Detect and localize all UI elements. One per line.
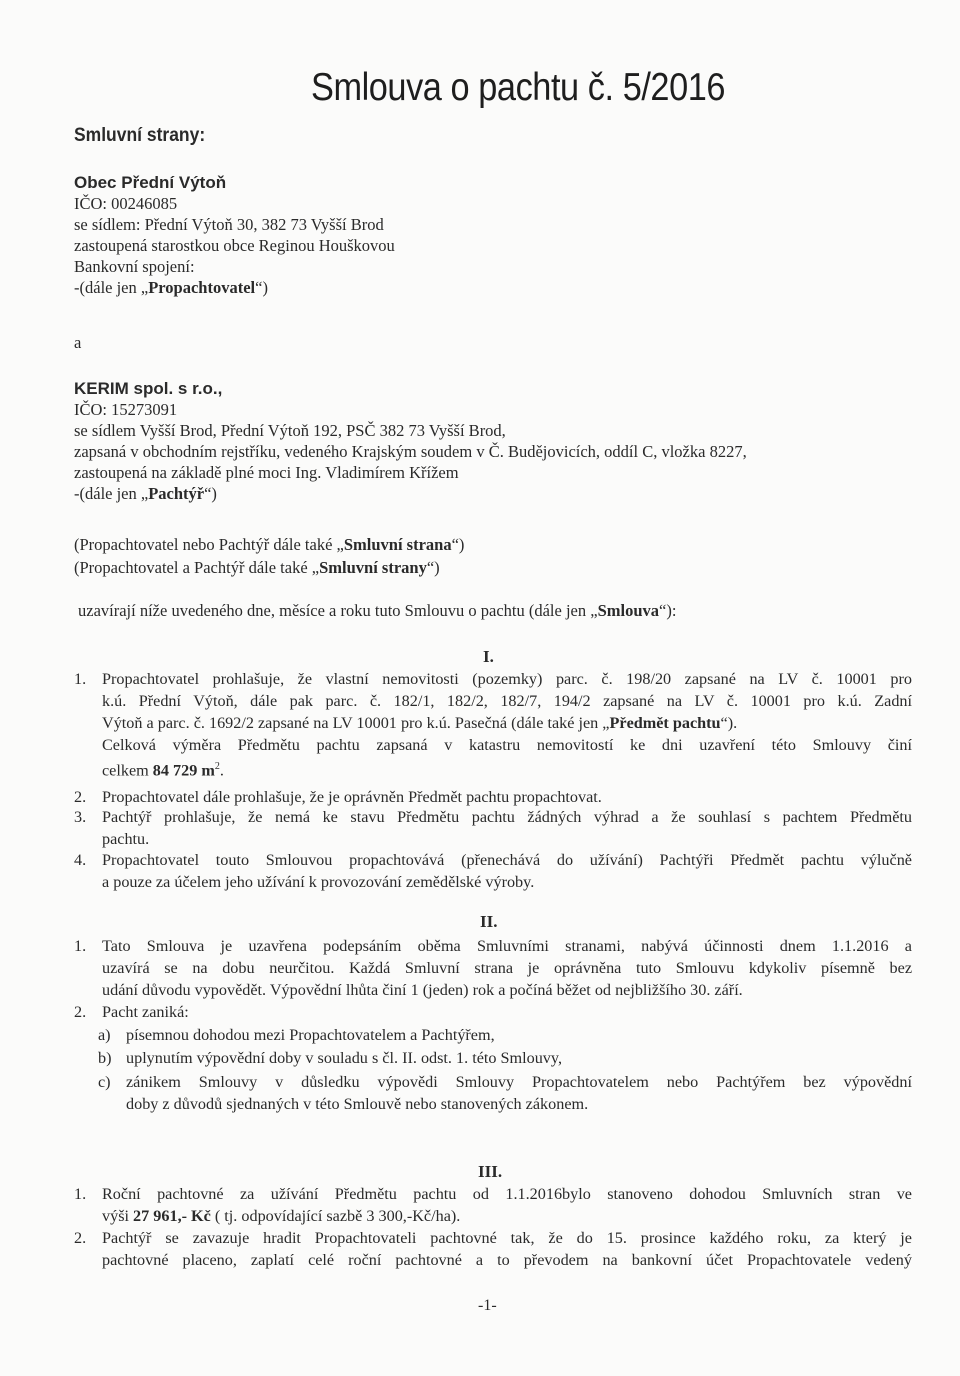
section-3-heading: III. <box>478 1162 503 1181</box>
party1-block <box>74 172 395 298</box>
definitions <box>74 534 464 578</box>
item-line: zánikem Smlouvy v důsledku výpovědi Smlouvy Propachtovatelem nebo Pachtýřem bez výpovědní <box>126 1073 912 1091</box>
item-line-text: ( tj. odpovídající sazbě 3 300,-Kč/ha). <box>210 1207 461 1225</box>
item-line <box>102 712 912 734</box>
party2-ico: IČO: 15273091 <box>74 400 178 419</box>
subitem-letter: c) <box>98 1073 111 1091</box>
item-line: Propachtovatel touto Smlouvou propachtovává (přenechává do užívání) Pachtýři Předmět pachtu výlučně <box>102 851 912 869</box>
item-line: pachtu. <box>102 830 150 848</box>
item-line: Pachtýř se zavazuje hradit Propachtovateli pachtovné tak, že do 15. prosince každého roku, za který je <box>102 1229 912 1247</box>
item-number: 1. <box>74 937 87 955</box>
party2-registry: zapsaná v obchodním rejstříku, vedeného Krajským soudem v Č. Budějovicích, oddíl C, vložka 8227, <box>74 442 747 461</box>
intro-suffix: “): <box>659 601 677 620</box>
def1-term: Smluvní strana <box>343 535 452 554</box>
item-line: Propachtovatel dále prohlašuje, že je oprávněn Předmět pachtu propachtovat. <box>102 788 602 806</box>
item-line: Propachtovatel prohlašuje, že vlastní nemovitosti (pozemky) parc. č. 198/20 zapsané na LV č. 10001 pro <box>102 670 912 688</box>
item-line: Celková výměra Předmětu pachtu zapsaná v katastru nemovitostí ke dni uzavření této Smlouvy činí <box>102 736 912 754</box>
alias-prefix: -(dále jen „ <box>74 484 149 503</box>
item-line: pachtovné placeno, zaplatí celé roční pachtovné a to převodem na bankovní účet Propachtovatele vedený <box>102 1251 912 1269</box>
item-line: Pachtýř prohlašuje, že nemá ke stavu Předmětu pachtu žádných výhrad a že souhlasí s pachtem Předmětu <box>102 808 912 826</box>
page-number: -1- <box>478 1297 497 1314</box>
subitem-letter: b) <box>98 1049 112 1067</box>
item-number: 1. <box>74 670 87 688</box>
rent-amount: 27 961,- Kč <box>133 1207 211 1225</box>
def1-suffix: “) <box>451 535 465 554</box>
item-line-text: celkem <box>102 761 153 780</box>
item-line: udání důvodu vypovědět. Výpovědní lhůta činí 1 (jeden) rok a počíná běžet od nejbližšího 30. září. <box>102 981 743 999</box>
item-line: Tato Smlouva je uzavřena podepsáním oběma Smluvními stranami, nabývá účinnosti dnem 1.1.2016 a <box>102 937 912 955</box>
item-line: Roční pachtovné za užívání Předmětu pachtu od 1.1.2016bylo stanoveno dohodou Smluvních stran ve <box>102 1185 912 1203</box>
party2-name: KERIM spol. s r.o., <box>74 379 223 398</box>
item-line-text: Výtoň a parc. č. 1692/2 zapsané na LV 10001 pro k.ú. Pasečná (dále také jen „ <box>102 714 610 732</box>
party2-alias-term: Pachtýř <box>148 484 205 503</box>
def2-suffix: “) <box>426 558 440 577</box>
subject-suffix: “). <box>720 714 738 732</box>
party2-representative: zastoupená na základě plné moci Ing. Vladimírem Křížem <box>74 463 459 482</box>
subitem-letter: a) <box>98 1026 111 1044</box>
and-connector: a <box>74 333 82 352</box>
def2-prefix: (Propachtovatel a Pachtýř dále také „ <box>74 558 320 577</box>
item-line: doby z důvodů sjednaných v této Smlouvě nebo stanovených zákonem. <box>126 1095 589 1113</box>
item-number: 2. <box>74 1003 87 1021</box>
alias-suffix: “) <box>255 278 268 297</box>
party1-name: Obec Přední Výtoň <box>74 173 227 192</box>
item-line <box>102 756 912 781</box>
party1-representative: zastoupená starostkou obce Reginou Houškovou <box>74 236 395 255</box>
item-number: 2. <box>74 1229 87 1247</box>
definition-parties <box>74 557 464 578</box>
section-1-heading: I. <box>483 647 494 666</box>
definition-party <box>74 534 464 555</box>
item-line: uzavírá se na dobu neurčitou. Každá Smluvní strana je oprávněna tuto Smlouvu kdykoliv písemně bez <box>102 959 912 977</box>
alias-suffix: “) <box>204 484 217 503</box>
item-line: Pacht zaniká: <box>102 1003 189 1021</box>
area-end: . <box>219 761 224 780</box>
party1-seat: se sídlem: Přední Výtoň 30, 382 73 Vyšší Brod <box>74 215 384 234</box>
item-number: 1. <box>74 1185 87 1203</box>
item-line: písemnou dohodou mezi Propachtovatelem a Pachtýřem, <box>126 1026 495 1044</box>
document-title: Smlouva o pachtu č. 5/2016 <box>311 66 726 109</box>
area-unit-exponent: 2 <box>214 761 220 772</box>
party1-bank: Bankovní spojení: <box>74 257 195 276</box>
party2-alias <box>74 483 747 504</box>
party1-alias-term: Propachtovatel <box>148 278 256 297</box>
item-number: 2. <box>74 788 87 806</box>
party2-seat: se sídlem Vyšší Brod, Přední Výtoň 192, PSČ 382 73 Vyšší Brod, <box>74 421 506 440</box>
item-line-text: výši <box>102 1207 134 1225</box>
def2-term: Smluvní strany <box>319 558 427 577</box>
subject-term: Předmět pachtu <box>609 714 721 732</box>
area-value: 84 729 m <box>152 761 215 780</box>
def1-prefix: (Propachtovatel nebo Pachtýř dále také „ <box>74 535 344 554</box>
item-line: a pouze za účelem jeho užívání k provozování zemědělské výroby. <box>102 873 535 891</box>
parties-heading: Smluvní strany: <box>74 125 206 146</box>
section-2-heading: II. <box>480 912 498 931</box>
party2-block <box>74 378 747 504</box>
intro-prefix: uzavírají níže uvedeného dne, měsíce a roku tuto Smlouvu o pachtu (dále jen „ <box>78 601 598 620</box>
item-number: 3. <box>74 808 87 826</box>
alias-prefix: -(dále jen „ <box>74 278 149 297</box>
party1-alias <box>74 277 395 298</box>
item-line: uplynutím výpovědní doby v souladu s čl. II. odst. 1. této Smlouvy, <box>126 1049 562 1067</box>
intro-term: Smlouva <box>597 601 660 620</box>
item-line: k.ú. Přední Výtoň, dále pak parc. č. 182/1, 182/2, 182/7, 194/2 zapsané na LV č. 10001 pro k.ú. Zadní <box>102 692 912 710</box>
item-line <box>102 1205 912 1227</box>
party1-ico: IČO: 00246085 <box>74 194 178 213</box>
intro-paragraph <box>78 600 676 621</box>
item-number: 4. <box>74 851 87 869</box>
